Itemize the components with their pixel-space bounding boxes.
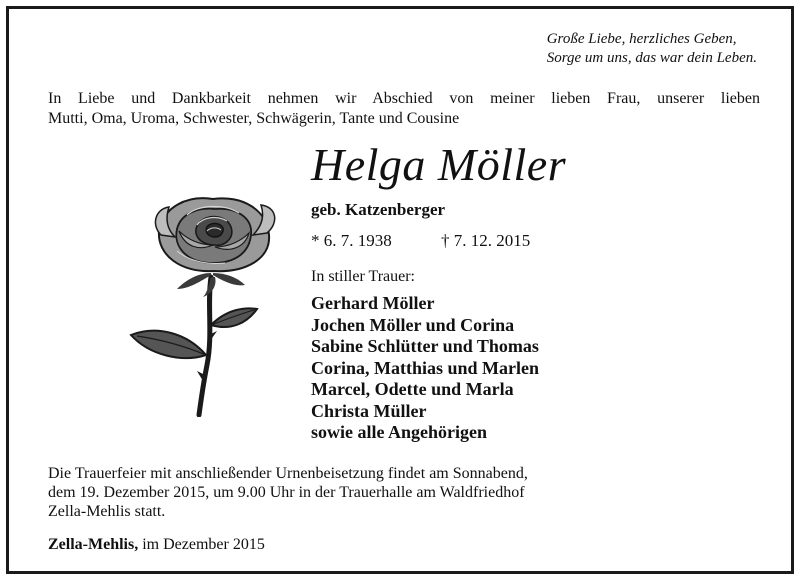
life-dates [311,230,530,252]
signoff [48,535,265,555]
mourner-item: Corina, Matthias und Marlen [311,357,540,378]
motto-line-2: Sorge um uns, das war dein Leben. [546,50,757,66]
ceremony-line-3: Zella-Mehlis statt. [48,503,166,520]
mourner-item: Sabine Schlütter und Thomas [311,336,539,356]
deceased-name: Helga Möller [311,139,567,190]
motto-verse [547,30,757,68]
birth-date: * 6. 7. 1938 [311,231,392,250]
ceremony-info [48,464,648,521]
ceremony-line-2: dem 19. Dezember 2015, um 9.00 Uhr in der Trauerhalle am Waldfriedhof [48,484,525,501]
signoff-place: Zella-Mehlis, [48,536,139,553]
ceremony-line-1: Die Trauerfeier mit anschließender Urnenbeisetzung findet am Sonnabend, [48,465,528,482]
intro-text [48,89,760,129]
maiden-name: geb. Katzenberger [311,200,446,219]
mourners-list [311,293,539,444]
mourner-item: Gerhard Möller [311,293,435,313]
rose-icon [127,185,287,417]
intro-line-1: In Liebe und Dankbarkeit nehmen wir Abschied von meiner lieben Frau, unserer lieben [48,90,760,107]
intro-line-2: Mutti, Oma, Uroma, Schwester, Schwägerin, Tante und Cousine [48,110,460,127]
mourning-label: In stiller Trauer: [311,268,415,285]
mourner-item: Christa Müller [311,400,427,421]
motto-line-1: Große Liebe, herzliches Geben, [546,31,737,47]
death-date: † 7. 12. 2015 [441,231,531,250]
mourner-item: sowie alle Angehörigen [311,422,487,442]
signoff-date: im Dezember 2015 [142,536,265,553]
mourner-item: Jochen Möller und Corina [311,314,515,335]
obituary-notice [6,6,794,574]
mourner-item: Marcel, Odette und Marla [311,379,514,399]
